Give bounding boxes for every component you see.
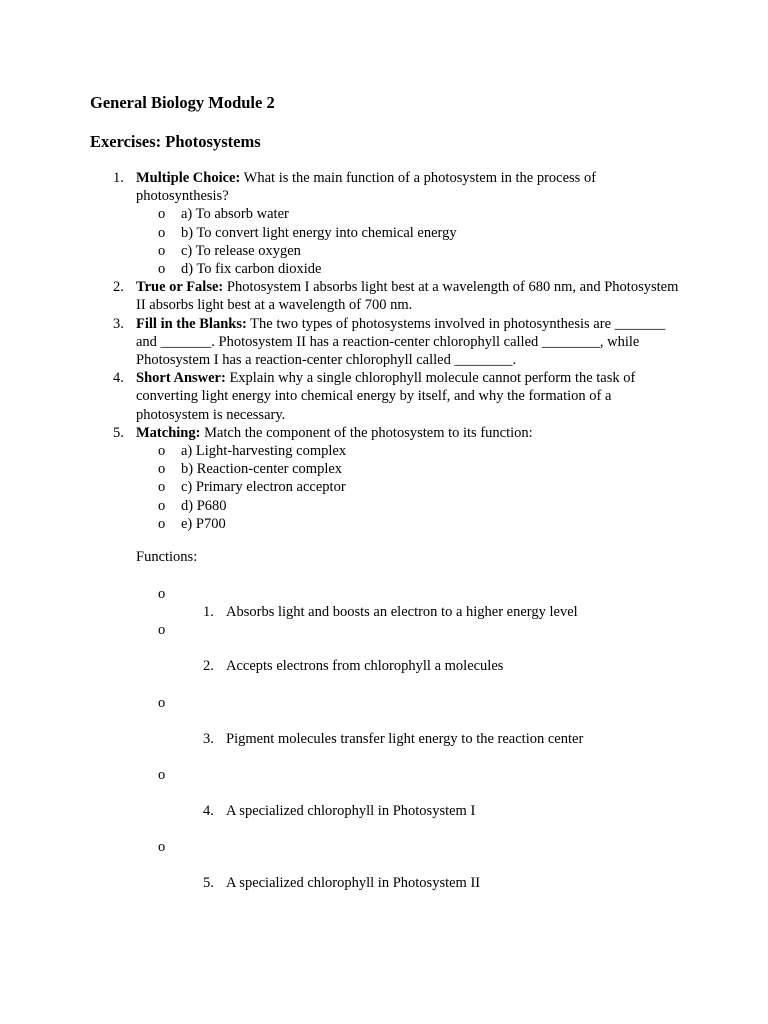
option-item bbox=[0, 242, 686, 260]
bullet-icon: o bbox=[158, 695, 166, 711]
question-type: Short Answer: bbox=[136, 370, 226, 387]
question-text: Match the component of the photosystem to its function: bbox=[200, 424, 533, 441]
option-text: a) To absorb water bbox=[181, 206, 289, 223]
option-item bbox=[0, 260, 686, 278]
question-3 bbox=[0, 315, 686, 370]
bullet-icon: o bbox=[158, 461, 166, 478]
bullet-icon: o bbox=[158, 224, 166, 241]
bullet-icon: o bbox=[158, 261, 166, 278]
question-2 bbox=[0, 278, 686, 314]
option-item bbox=[0, 460, 686, 478]
bullet-icon: o bbox=[158, 839, 166, 855]
option-item bbox=[0, 497, 686, 515]
question-number: 2. bbox=[113, 279, 124, 296]
function-text: A specialized chlorophyll in Photosystem II bbox=[226, 875, 481, 891]
section-heading: Exercises: Photosystems bbox=[90, 132, 261, 151]
question-list bbox=[0, 169, 768, 533]
option-item bbox=[0, 515, 686, 533]
bullet-icon: o bbox=[158, 515, 166, 532]
function-number: 2. bbox=[203, 658, 214, 674]
bullet-icon: o bbox=[158, 206, 166, 223]
bullet-icon: o bbox=[158, 767, 166, 783]
option-text: b) Reaction-center complex bbox=[181, 461, 343, 478]
function-number: 1. bbox=[203, 604, 214, 620]
function-text: A specialized chlorophyll in Photosystem I bbox=[226, 803, 476, 819]
function-number: 5. bbox=[203, 875, 214, 891]
question-text: Explain why a single chlorophyll molecule cannot perform the task of converting light energy into chemical energy by itself, and why the formation of a photosystem is necessary. bbox=[136, 370, 636, 423]
function-number: 3. bbox=[203, 731, 214, 747]
function-text: Pigment molecules transfer light energy to the reaction center bbox=[226, 731, 584, 747]
document-title: General Biology Module 2 bbox=[90, 93, 275, 112]
question-number: 4. bbox=[113, 370, 124, 387]
bullet-icon: o bbox=[158, 497, 166, 514]
option-text: d) To fix carbon dioxide bbox=[181, 261, 322, 278]
question-number: 5. bbox=[113, 424, 124, 441]
option-text: a) Light-harvesting complex bbox=[181, 443, 347, 460]
option-list bbox=[136, 205, 686, 278]
option-text: c) To release oxygen bbox=[181, 242, 301, 259]
function-item-1 bbox=[203, 603, 578, 621]
function-item-2 bbox=[203, 657, 503, 675]
option-item bbox=[0, 224, 686, 242]
function-item-5 bbox=[203, 874, 480, 892]
bullet-icon: o bbox=[158, 479, 166, 496]
option-item bbox=[0, 478, 686, 496]
question-type: Matching: bbox=[136, 424, 201, 441]
question-text: The two types of photosystems involved in photosynthesis are _______ and _______. Photosystem II has a reaction-center chlorophyll called ________, while Photosystem I has a reaction-center chlorophyll called ________. bbox=[136, 315, 666, 369]
bullet-icon: o bbox=[158, 586, 166, 602]
option-list bbox=[136, 442, 686, 533]
question-text: What is the main function of a photosystem in the process of photosynthesis? bbox=[136, 170, 597, 205]
function-item-4 bbox=[203, 802, 475, 820]
option-text: b) To convert light energy into chemical energy bbox=[181, 224, 457, 241]
bullet-icon: o bbox=[158, 242, 166, 259]
function-number: 4. bbox=[203, 803, 214, 819]
function-text: Accepts electrons from chlorophyll a molecules bbox=[226, 658, 504, 674]
question-type: True or False: bbox=[136, 279, 224, 296]
option-text: c) Primary electron acceptor bbox=[181, 479, 346, 496]
question-1 bbox=[0, 169, 686, 278]
option-text: d) P680 bbox=[181, 497, 227, 514]
bullet-icon: o bbox=[158, 443, 166, 460]
question-text: Photosystem I absorbs light best at a wavelength of 680 nm, and Photosystem II absorbs light best at a wavelength of 700 nm. bbox=[136, 279, 679, 314]
option-item bbox=[0, 205, 686, 223]
question-type: Multiple Choice: bbox=[136, 170, 241, 186]
question-number: 3. bbox=[113, 315, 124, 332]
question-4 bbox=[0, 369, 686, 424]
function-item-3 bbox=[203, 730, 583, 748]
question-number: 1. bbox=[113, 170, 124, 186]
option-item bbox=[0, 442, 686, 460]
functions-label: Functions: bbox=[136, 549, 198, 565]
bullet-icon: o bbox=[158, 622, 166, 638]
function-text: Absorbs light and boosts an electron to a higher energy level bbox=[226, 604, 578, 620]
option-text: e) P700 bbox=[181, 515, 226, 532]
question-5 bbox=[0, 424, 686, 533]
question-type: Fill in the Blanks: bbox=[136, 315, 247, 332]
